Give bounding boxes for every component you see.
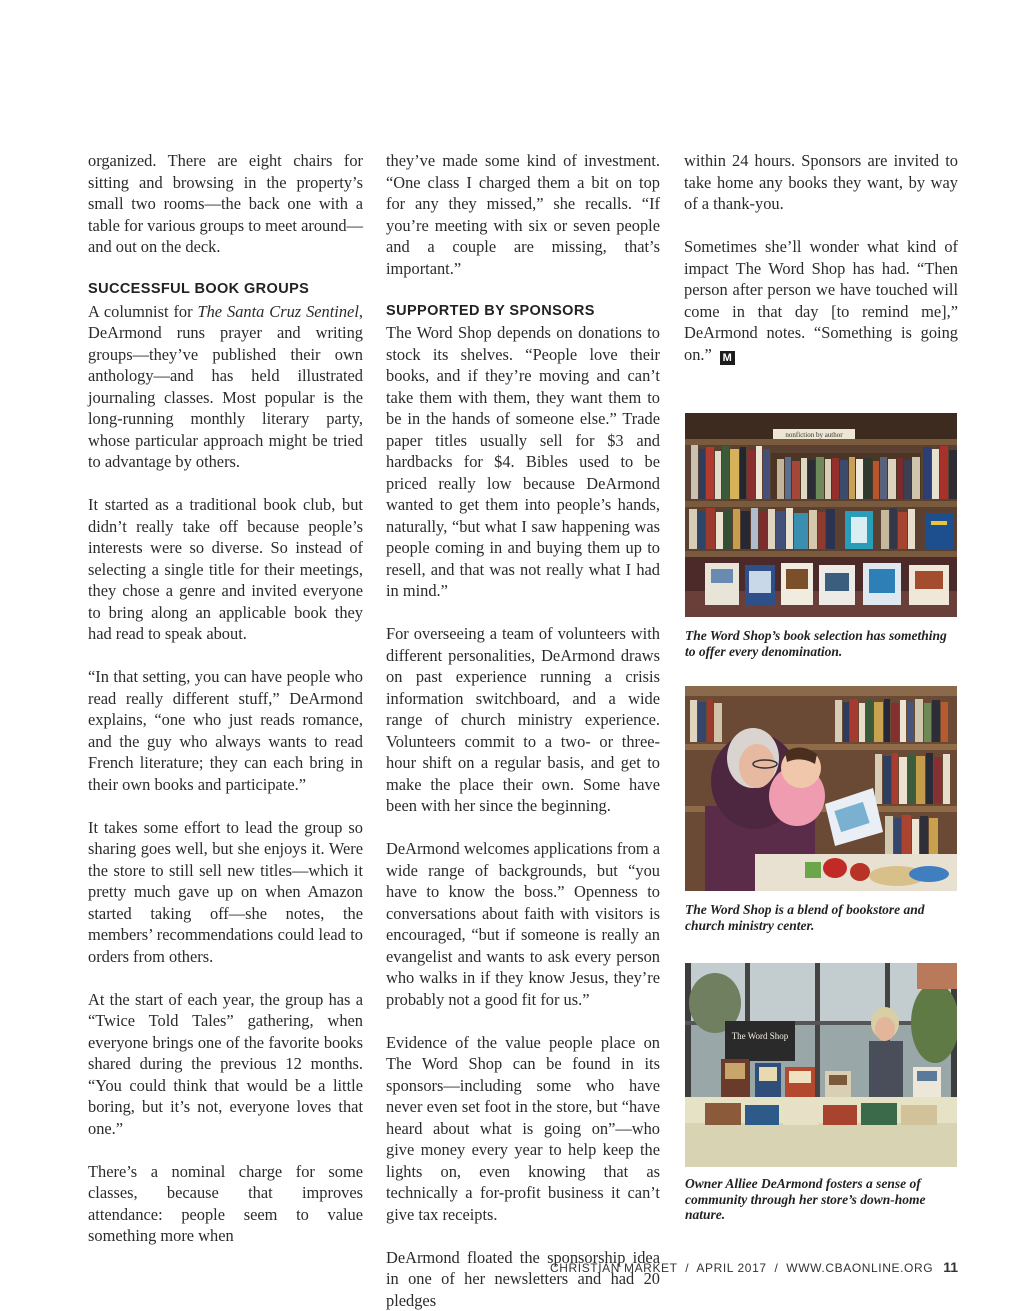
paragraph: DeArmond welcomes applications from a wide range of backgrounds, but “you have to know the boss.” Openness to conversations about faith with visitors is encouraged, “but if someone is really an evangelist and wants to ask every person who walks in if they know Jesus, they’re probably not a good fit for us.” [386,838,660,1010]
photo-caption: The Word Shop’s book selection has something to offer every denomination. [685,628,957,659]
store-sign-text: The Word Shop [732,1031,789,1041]
paragraph: organized. There are eight chairs for sitting and browsing in the property’s small two rooms—the back one with a table for various groups to meet around—and out on the deck. [88,150,363,258]
paragraph: “In that setting, you can have people who read really different stuff,” DeArmond explains, “one who just reads romance, and the guy who always wants to read French literature; they can each bring in their own books and participate.” [88,666,363,795]
section-heading: SUCCESSFUL BOOK GROUPS [88,279,363,301]
paragraph [684,236,958,365]
page-footer [550,1257,958,1277]
footer-text: CHRISTIAN MARKET / APRIL 2017 / WWW.CBAONLINE.ORG [550,1261,933,1275]
paragraph: Evidence of the value people place on The Word Shop can be found in its sponsors—including some who have never even set foot in the store, but “have heard about what is going on”—who give money every year to help keep the lights on, even knowing that as technically a for-profit business it can’t give tax receipts. [386,1032,660,1226]
photo-caption: Owner Alliee DeArmond fosters a sense of community through her store’s down-home nature. [685,1176,957,1223]
paragraph: It takes some effort to lead the group so sharing goes well, but she enjoys it. Were the store to still sell new titles—which it pretty much gave up on when Amazon started taking off—she notes, the members’ recommendations could lead to orders from others. [88,817,363,968]
paragraph: they’ve made some kind of investment. “One class I charged them a bit on top for any they missed,” she recalls. “If you’re meeting with six or seven people and a couple are missing, that’s important.” [386,150,660,279]
owner-at-table-photo [685,963,957,1167]
paragraph: within 24 hours. Sponsors are invited to take home any books they want, by way of a thank-you. [684,150,958,215]
publication-title: The Santa Cruz Sentinel [197,302,358,321]
paragraph: DeArmond floated the sponsorship idea in one of her newsletters and had 20 pledges [386,1247,660,1311]
article-column-3 [684,150,958,365]
grandmother-reading-photo [685,686,957,891]
bookshelves-photo [685,413,957,617]
article-column-2 [386,150,660,1311]
end-mark-icon: M [720,351,735,365]
photo-caption: The Word Shop is a blend of bookstore and church ministry center. [685,902,957,933]
shelf-sign-text: nonfiction by author [785,431,843,439]
paragraph [88,301,363,473]
page-number: 11 [943,1259,958,1275]
article-column-1 [88,150,363,1247]
paragraph: There’s a nominal charge for some classes, because that improves attendance: people seem to value something more when [88,1161,363,1247]
text-run: , DeArmond runs prayer and writing groups—they’ve published their own anthology—and has held illustrated journaling classes. Most popular is the long-running monthly literary party, whose particular approach might be tried to advantage by others. [88,302,363,472]
paragraph: At the start of each year, the group has a “Twice Told Tales” gathering, when everyone brings one of the favorite books shared during the previous 12 months. “You could think that would be a little boring, but it’s not, everyone loves that one.” [88,989,363,1140]
text-run: Sometimes she’ll wonder what kind of impact The Word Shop has had. “Then person after person we have touched will come in that day [to remind me],” DeArmond notes. “Something is going on.” [684,237,958,364]
section-heading: SUPPORTED BY SPONSORS [386,301,660,323]
text-run: A columnist for [88,302,197,321]
paragraph: It started as a traditional book club, but didn’t really take off because people’s interests were so diverse. So instead of selecting a single title for their meetings, they chose a genre and invited everyone to bring along an applicable book they had read to speak about. [88,494,363,645]
paragraph: The Word Shop depends on donations to stock its shelves. “People love their books, and if they’re moving and can’t take them with them, they want them to be in the hands of someone else.” Trade paper titles usually sell for $3 and hardbacks for $4. Bibles used to be priced really low because DeArmond wanted to get them into people’s hands, naturally, “but what I saw happening was people coming in and buying them up to resell, and that was not really what I had in mind.” [386,322,660,602]
paragraph: For overseeing a team of volunteers with different personalities, DeArmond draws on past experience running a crisis information switchboard, and a wide range of church ministry experience. Volunteers commit to a two- or three-hour shift on a regular basis, and get to make the place their own. Some have been with her since the beginning. [386,623,660,817]
